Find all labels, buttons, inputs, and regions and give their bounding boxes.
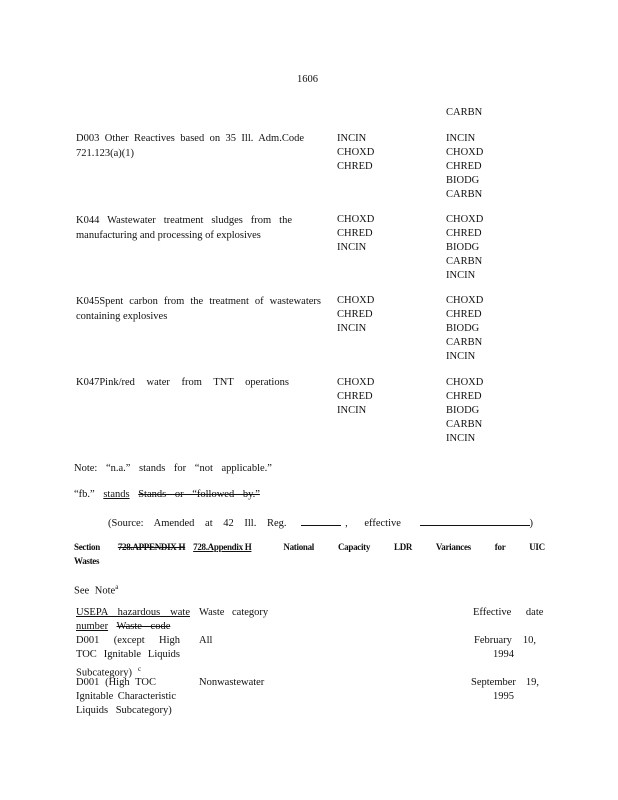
treatment-codes-a	[337, 213, 374, 255]
see-note	[74, 580, 118, 599]
cell-line: 1995	[493, 691, 514, 702]
cell-line: D001 (except High	[76, 635, 180, 646]
treatment-code: CHOXD	[337, 147, 375, 158]
treatment-code: CHOXD	[446, 214, 484, 225]
treatment-codes-a	[337, 132, 374, 174]
inserted-header-text: USEPA hazardous wate	[76, 607, 190, 618]
treatment-code: INCIN	[446, 433, 476, 444]
section-heading	[74, 541, 545, 554]
treatment-code: CHRED	[337, 309, 373, 320]
page-number: 1606	[297, 74, 318, 85]
header-col1-line1	[76, 606, 190, 620]
treatment-code: CHRED	[446, 309, 482, 320]
source-close: )	[529, 518, 534, 529]
struck-header-text: Waste code	[116, 621, 171, 632]
note-not-applicable	[74, 462, 276, 476]
cell-text: Subcategory)	[76, 667, 132, 679]
table-row-1-col2: All	[199, 635, 213, 646]
table-row-1-col3	[474, 634, 536, 662]
waste-description-k045	[76, 294, 321, 324]
treatment-code: INCIN	[337, 133, 367, 144]
treatment-codes-b	[446, 294, 483, 364]
treatment-code: CHRED	[337, 228, 373, 239]
source-note: (Source: Amended at 42 Ill. Reg. , effective )	[108, 514, 533, 531]
treatment-code: INCIN	[337, 323, 367, 334]
table-row-2-col2: Nonwastewater	[199, 677, 265, 688]
struck-appendix: 728.APPENDIX H	[117, 542, 186, 552]
carry-over-code: CARBN	[446, 107, 483, 118]
treatment-codes-b	[446, 376, 483, 446]
treatment-code: BIODG	[446, 405, 480, 416]
see-note-text: See Note	[74, 585, 116, 597]
header-col2: Waste category	[199, 607, 269, 618]
treatment-code: BIODG	[446, 323, 480, 334]
waste-description-k047: K047Pink/red water from TNT operations	[76, 377, 289, 388]
treatment-code: CHRED	[446, 391, 482, 402]
treatment-codes-b	[446, 132, 483, 202]
treatment-code: CHOXD	[337, 377, 375, 388]
treatment-code: INCIN	[446, 133, 476, 144]
waste-description-line: K045Spent carbon from the treatment of wastewaters	[76, 296, 321, 307]
see-note-superscript: a	[115, 583, 119, 591]
treatment-code: INCIN	[446, 351, 476, 362]
source-effective: effective	[364, 518, 401, 529]
treatment-codes-a	[337, 294, 374, 336]
treatment-code: BIODG	[446, 242, 480, 253]
effective-blank	[420, 514, 530, 526]
treatment-code: CHOXD	[337, 295, 375, 306]
note-text: Note: “n.a.” stands for “not applicable.”	[74, 463, 272, 474]
inserted-text: stands	[103, 489, 130, 500]
treatment-code: CHRED	[337, 391, 373, 402]
treatment-code: INCIN	[337, 242, 367, 253]
section-label: Section	[74, 542, 100, 552]
section-title-wrap: Wastes	[74, 556, 100, 566]
waste-description-line: 721.123(a)(1)	[76, 148, 135, 159]
treatment-codes-b	[446, 213, 483, 283]
waste-description-line: containing explosives	[76, 311, 168, 322]
cell-line: February 10,	[474, 635, 536, 646]
treatment-code: CARBN	[446, 337, 483, 348]
treatment-code: BIODG	[446, 175, 480, 186]
section-title: National Capacity LDR Variances for UIC	[283, 542, 545, 552]
treatment-code: CHOXD	[446, 377, 484, 388]
waste-description-k044	[76, 213, 292, 243]
treatment-code: CARBN	[446, 419, 483, 430]
waste-description-d003	[76, 131, 304, 161]
table-row-2-col1	[76, 676, 176, 718]
superscript: c	[137, 665, 142, 673]
treatment-code: CHOXD	[446, 147, 484, 158]
waste-description-line: D003 Other Reactives based on 35 Ill. Adm.Code	[76, 133, 304, 144]
struck-text: Stands or “followed by.”	[138, 489, 260, 500]
new-appendix: 728.Appendix H	[193, 542, 252, 552]
table-row-1-col1	[76, 634, 180, 681]
inserted-header-text: number	[76, 621, 109, 632]
treatment-code: CARBN	[446, 189, 483, 200]
treatment-code: INCIN	[446, 270, 476, 281]
cell-line: D001 (High TOC	[76, 677, 156, 688]
cell-line: 1994	[493, 649, 514, 660]
treatment-code: CHRED	[337, 161, 373, 172]
source-prefix: (Source: Amended at 42 Ill. Reg.	[108, 518, 287, 529]
treatment-code: CHOXD	[337, 214, 375, 225]
treatment-codes-a	[337, 376, 374, 418]
treatment-code: CHRED	[446, 228, 482, 239]
treatment-code: INCIN	[337, 405, 367, 416]
cell-line: TOC Ignitable Liquids	[76, 649, 180, 660]
cell-line: September 19,	[471, 677, 539, 688]
treatment-code: CHRED	[446, 161, 482, 172]
waste-description-line: manufacturing and processing of explosives	[76, 230, 261, 241]
table-row-2-col3	[471, 676, 539, 704]
register-blank	[301, 514, 341, 526]
treatment-code: CARBN	[446, 256, 483, 267]
header-col3: Effective date	[473, 607, 544, 618]
note-followed-by	[74, 488, 264, 502]
cell-line: Liquids Subcategory)	[76, 705, 172, 716]
note-prefix: “fb.”	[74, 489, 95, 500]
header-col1-line2	[76, 620, 170, 634]
waste-description-line: K044 Wastewater treatment sludges from the	[76, 215, 292, 226]
cell-line: Ignitable Characteristic	[76, 691, 176, 702]
treatment-code: CHOXD	[446, 295, 484, 306]
